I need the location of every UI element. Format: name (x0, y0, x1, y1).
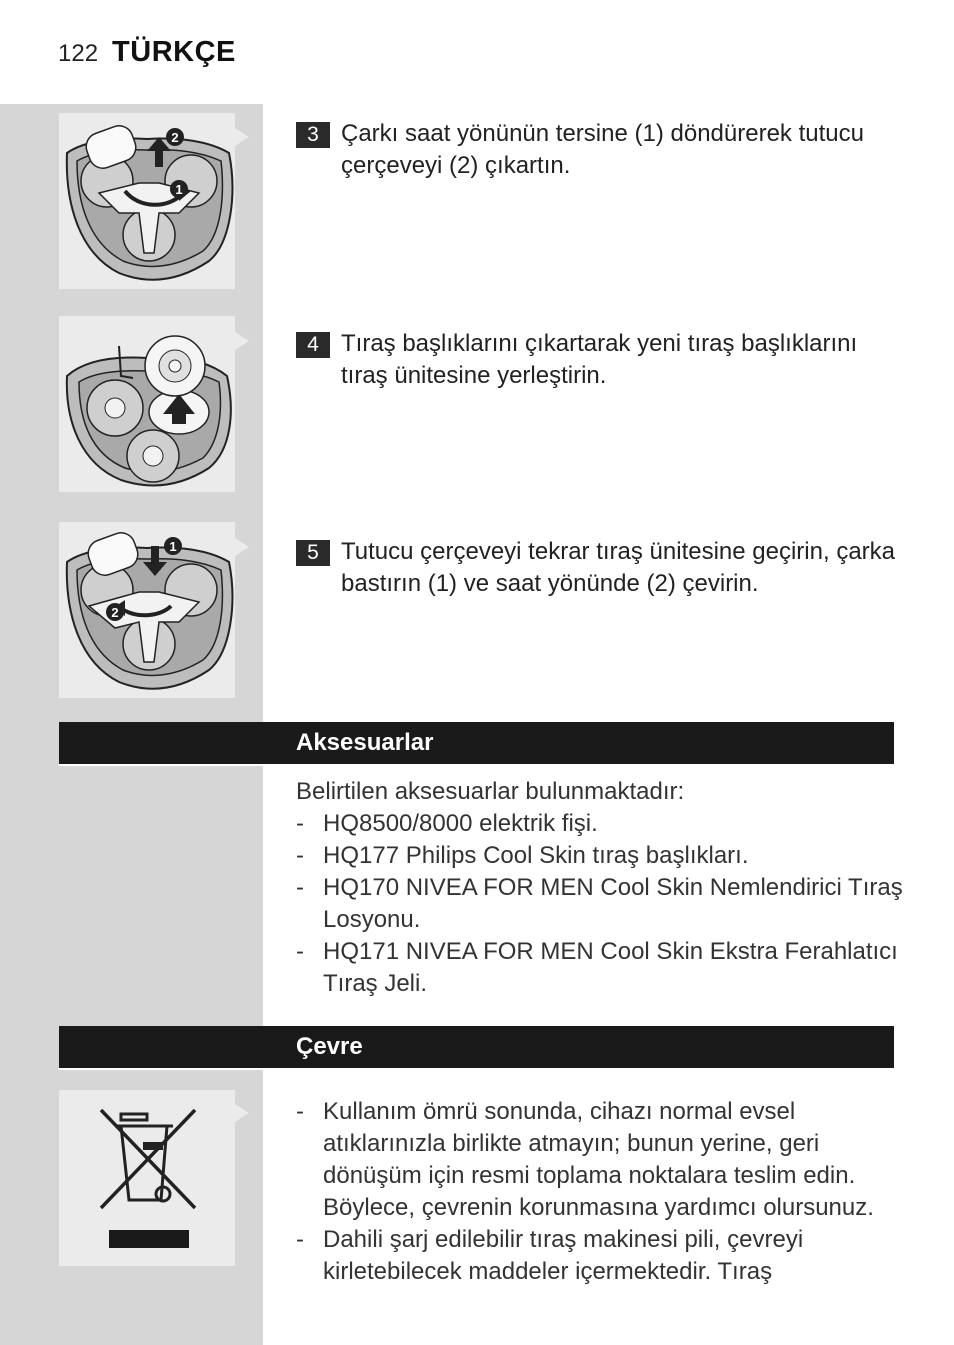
section-title: Çevre (296, 1033, 363, 1060)
step-text: Tıraş başlıklarını çıkartarak yeni tıraş başlıklarını tıraş ünitesine yerleştirin. (341, 330, 858, 389)
callout-2: 2 (111, 605, 119, 620)
page-header (58, 36, 236, 72)
language-title: TÜRKÇE (112, 36, 236, 68)
figure-step-3 (59, 113, 235, 289)
list-item: - Kullanım ömrü sonunda, cihazı normal evsel atıklarınızla birlikte atmayın; bunun yerine, geri dönüşüm için resmi toplama noktalara teslim edin. Böylece, çevrenin korunmasına yardımcı olursunuz. (296, 1098, 874, 1221)
figure-step-5 (59, 522, 235, 698)
figure-weee (59, 1090, 235, 1266)
figure-pointer (235, 128, 249, 146)
callout-1: 1 (169, 539, 177, 554)
step-text: Tutucu çerçeveyi tekrar tıraş ünitesine geçirin, çarka bastırın (1) ve saat yönünde (2) çevirin. (341, 538, 896, 597)
list-item: - HQ8500/8000 elektrik fişi. (296, 810, 598, 837)
figure-pointer (235, 538, 249, 556)
step-text: Çarkı saat yönünün tersine (1) döndürerek tutucu çerçeveyi (2) çıkartın. (341, 120, 864, 179)
environment-list (296, 1096, 906, 1288)
accessories-intro: Belirtilen aksesuarlar bulunmaktadır: (296, 778, 685, 805)
step-number: 5 (296, 540, 330, 566)
callout-2: 2 (171, 130, 179, 145)
figure-pointer (235, 332, 249, 350)
step-4 (296, 328, 906, 392)
section-header-environment (59, 1026, 894, 1070)
step-number: 4 (296, 332, 330, 358)
section-header-accessories (59, 722, 894, 766)
list-item: - HQ170 NIVEA FOR MEN Cool Skin Nemlendirici Tıraş Losyonu. (296, 874, 903, 933)
page-number: 122 (58, 40, 99, 67)
step-5 (296, 536, 906, 600)
section-title: Aksesuarlar (296, 729, 434, 756)
step-number: 3 (296, 122, 330, 148)
accessories-list (296, 808, 906, 1000)
crossed-out-wheelie-bin-icon (59, 1090, 235, 1266)
figure-step-4 (59, 316, 235, 492)
shaver-head-insert-frame-icon (59, 522, 235, 698)
callout-1: 1 (175, 182, 183, 197)
figure-pointer (235, 1104, 249, 1122)
list-item: - HQ171 NIVEA FOR MEN Cool Skin Ekstra Ferahlatıcı Tıraş Jeli. (296, 938, 898, 997)
list-item: - HQ177 Philips Cool Skin tıraş başlıkları. (296, 842, 749, 869)
shaver-head-remove-frame-icon (59, 113, 235, 289)
step-3 (296, 118, 906, 182)
shaver-head-replace-icon (59, 316, 235, 492)
list-item: - Dahili şarj edilebilir tıraş makinesi pili, çevreyi kirletebilecek maddeler içermektedir. Tıraş (296, 1226, 804, 1285)
